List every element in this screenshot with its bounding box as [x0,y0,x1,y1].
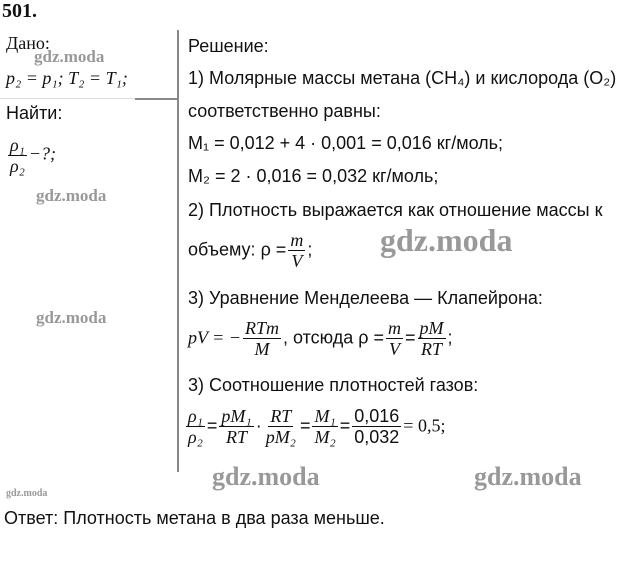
text: объему: ρ = [188,239,287,260]
text: · [255,415,262,436]
fraction-numerator: M₁ [314,406,336,426]
watermark: gdz.moda [212,462,320,491]
fraction-numerator: ρ₁ [188,406,203,426]
step2-line1: 2) Плотность выражается как отношение массы к [188,200,603,220]
text: , отсюда ρ = [282,327,385,348]
divider [0,98,135,99]
step3-formula [188,318,453,359]
text: ; [307,239,313,260]
fraction-numerator: ρ₁ [10,135,25,155]
text: ; [447,327,453,348]
text: = [299,415,311,436]
fraction-denominator: V [389,339,401,359]
fraction-denominator: ρ₂ [10,156,25,176]
given-condition: p₂ = p₁; T₂ = T₁; [6,68,128,88]
text: = [339,415,351,436]
fraction-denominator: M [254,339,270,359]
fraction-denominator: M₂ [314,427,336,447]
find-label: Найти: [6,103,63,123]
fraction-denominator: RT [226,427,248,447]
text: = 0,5; [403,415,446,436]
fraction-numerator: RT [270,406,292,426]
ratio-formula [184,406,445,447]
solution-title: Решение: [188,36,269,56]
fraction-numerator: m [388,318,402,338]
step4-title: 3) Соотношение плотностей газов: [188,375,479,395]
fraction-denominator: RT [421,339,443,359]
divider [177,30,179,472]
find-expression [6,135,56,176]
fraction-denominator: pM₂ [265,427,296,447]
watermark: gdz.moda [380,222,513,258]
fraction-denominator: 0,032 [354,427,400,447]
fraction-denominator: V [291,251,303,271]
find-suffix: −?; [28,143,57,164]
fraction-numerator: pM [419,318,444,338]
problem-number: 501. [2,0,37,22]
m1-formula: M₁ = 0,012 + 4 · 0,001 = 0,016 кг/моль; [188,133,504,153]
fraction-numerator: 0,016 [354,406,400,426]
watermark: gdz.moda [6,488,48,499]
watermark: gdz.moda [474,462,582,491]
divider [135,98,178,100]
step3-title: 3) Уравнение Менделеева — Клапейрона: [188,288,543,308]
answer: Ответ: Плотность метана в два раза меньше. [4,508,385,528]
fraction-numerator: m [290,230,304,250]
fraction-numerator: RTm [244,318,279,338]
step1-line1: 1) Молярные массы метана (CH₄) и кислорода (O₂) [188,68,617,88]
fraction-numerator: pM₁ [221,406,252,426]
watermark: gdz.moda [34,47,105,66]
watermark: gdz.moda [36,186,107,205]
text: = [206,415,218,436]
watermark: gdz.moda [36,308,107,327]
text: = [405,327,416,348]
given-label: Дано: [6,33,50,53]
fraction-denominator: ρ₂ [188,427,203,447]
text: pV = − [188,327,241,348]
m2-formula: M₂ = 2 · 0,016 = 0,032 кг/моль; [188,166,439,186]
step1-line2: соответственно равны: [188,101,381,121]
step2-formula [188,230,312,271]
